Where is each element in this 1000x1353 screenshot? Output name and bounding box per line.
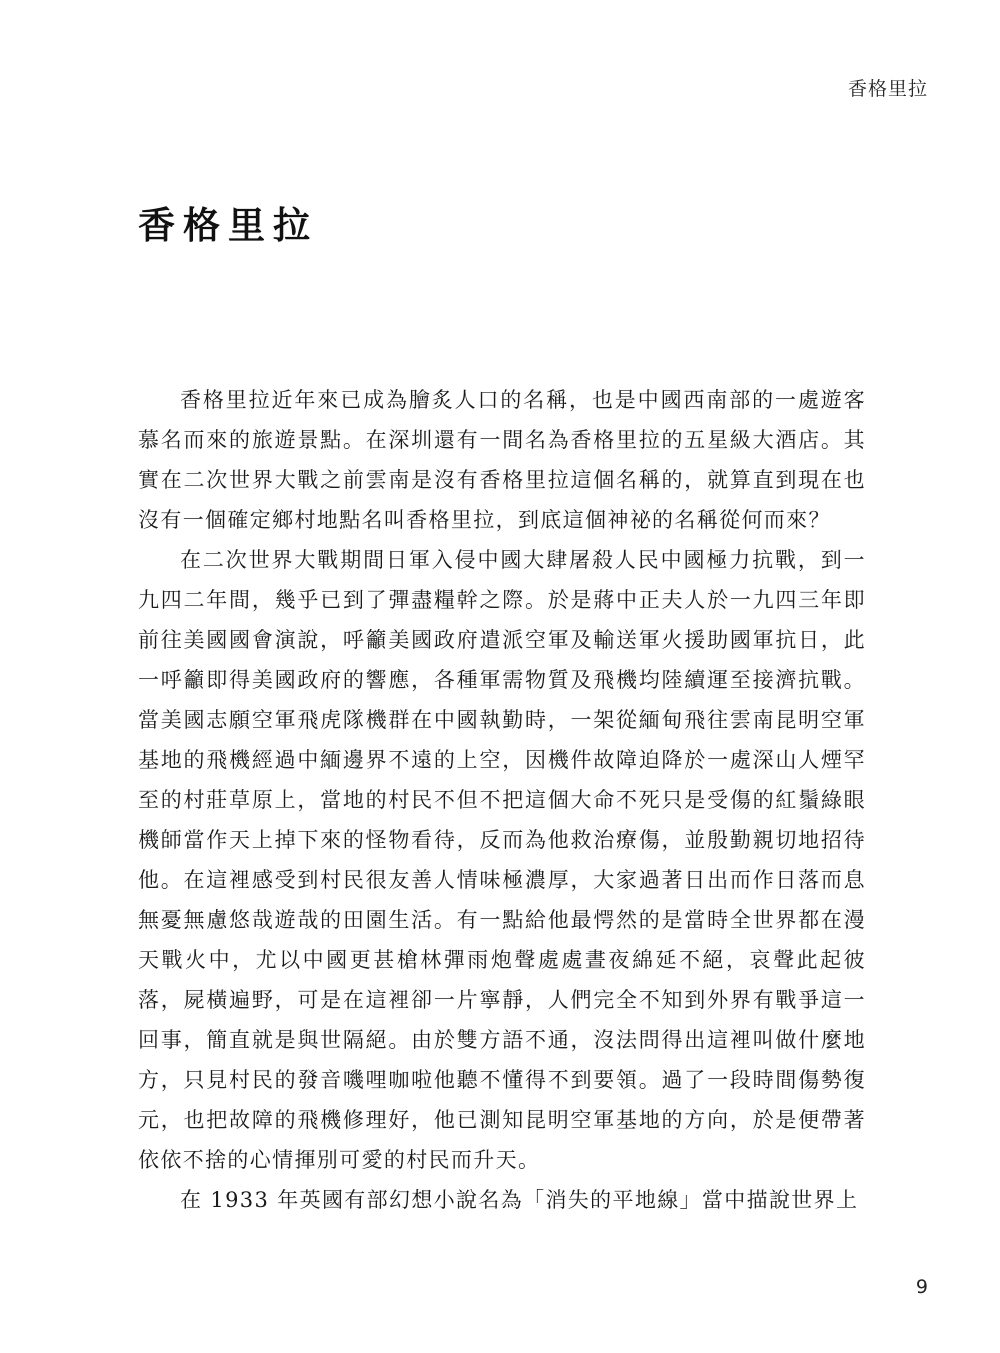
body-text [138,380,866,1220]
paragraph: 在 1933 年英國有部幻想小說名為「消失的平地線」當中描說世界上 [180,1188,859,1212]
paragraph: 香格里拉近年來已成為膾炙人口的名稱，也是中國西南部的一處遊客慕名而來的旅遊景點。在深圳還有一間名為香格里拉的五星級大酒店。其實在二次世界大戰之前雲南是沒有香格里拉這個名稱的，就算直到現在也沒有一個確定鄉村地點名叫香格里拉，到底這個神祕的名稱從何而來？ [138,388,866,532]
page-number: 9 [915,1276,928,1298]
chapter-title: 香格里拉 [138,203,318,247]
running-header: 香格里拉 [847,78,928,100]
paragraph: 在二次世界大戰期間日軍入侵中國大肆屠殺人民中國極力抗戰，到一九四二年間，幾乎已到了彈盡糧幹之際。於是蔣中正夫人於一九四三年即前往美國國會演說，呼籲美國政府遣派空軍及輸送軍火援助國軍抗日，此一呼籲即得美國政府的響應，各種軍需物質及飛機均陸續運至接濟抗戰。當美國志願空軍飛虎隊機群在中國執勤時，一架從緬甸飛往雲南昆明空軍基地的飛機經過中緬邊界不遠的上空，因機件故障迫降於一處深山人煙罕至的村莊草原上，當地的村民不但不把這個大命不死只是受傷的紅鬚綠眼機師當作天上掉下來的怪物看待，反而為他救治療傷，並殷勤親切地招待他。在這裡感受到村民很友善人情味極濃厚，大家過著日出而作日落而息無憂無慮悠哉遊哉的田園生活。有一點給他最愕然的是當時全世界都在漫天戰火中，尤以中國更甚槍林彈雨炮聲處處晝夜綿延不絕，哀聲此起彼落，屍橫遍野，可是在這裡卻一片寧靜，人們完全不知到外界有戰爭這一回事，簡直就是與世隔絕。由於雙方語不通，沒法問得出這裡叫做什麼地方，只見村民的發音嘰哩咖啦他聽不懂得不到要領。過了一段時間傷勢復元，也把故障的飛機修理好，他已測知昆明空軍基地的方向，於是便帶著依依不捨的心情揮別可愛的村民而升天。 [138,548,866,1172]
